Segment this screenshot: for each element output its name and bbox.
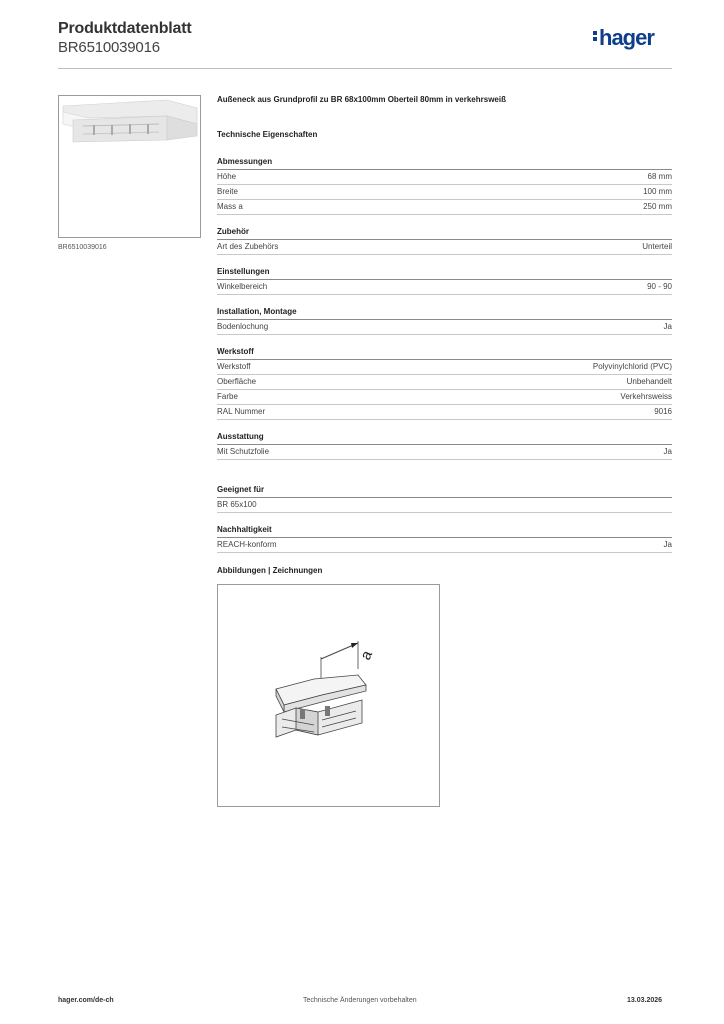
spec-value: 90 - 90 [647, 282, 672, 291]
spec-section [217, 525, 672, 553]
section-title: Einstellungen [217, 267, 270, 276]
spec-value: Ja [663, 322, 672, 331]
spec-row [217, 375, 672, 390]
spec-row [217, 240, 672, 255]
spec-section [217, 227, 672, 255]
spec-row [217, 405, 672, 420]
spec-row [217, 360, 672, 375]
spec-value: Unbehandelt [626, 377, 672, 386]
spec-value: Unterteil [642, 242, 672, 251]
spec-row [217, 320, 672, 335]
thumbnail-caption: BR6510039016 [58, 244, 107, 251]
spec-label: Farbe [217, 392, 238, 401]
spec-label: Oberfläche [217, 377, 257, 386]
section-title: Abmessungen [217, 157, 273, 166]
spec-content [217, 95, 672, 578]
spec-row [217, 390, 672, 405]
section-title: Geeignet für [217, 485, 265, 494]
clip-right [325, 706, 330, 716]
spec-row [217, 170, 672, 185]
drawing-svg [218, 585, 439, 806]
spec-section [217, 432, 672, 460]
section-title: Installation, Montage [217, 307, 297, 316]
spec-row [217, 538, 672, 553]
spec-value: Verkehrsweiss [620, 392, 672, 401]
product-code: BR6510039016 [58, 39, 160, 56]
header-title: Produktdatenblatt [58, 20, 192, 37]
logo-text: hager [599, 25, 654, 50]
spec-label: Winkelbereich [217, 282, 268, 291]
spec-label: Art des Zubehörs [217, 242, 279, 251]
logo-dots-icon [593, 29, 597, 43]
section-title: Abbildungen | Zeichnungen [217, 566, 323, 575]
spec-value: 68 mm [647, 172, 672, 181]
spec-label: Mass a [217, 202, 243, 211]
spec-section [217, 267, 672, 295]
product-photo [59, 96, 200, 237]
spec-value: 9016 [654, 407, 672, 416]
spec-row [217, 185, 672, 200]
spec-section [217, 566, 672, 578]
hager-logo [593, 27, 654, 49]
spec-label: BR 65x100 [217, 500, 257, 509]
section-title: Nachhaltigkeit [217, 525, 272, 534]
arrow-head-icon [351, 643, 358, 648]
header-divider [58, 68, 672, 69]
spec-row [217, 280, 672, 295]
clip-left [300, 709, 305, 719]
spec-row [217, 498, 672, 513]
spec-label: Breite [217, 187, 238, 196]
footer-date: 13.03.2026 [627, 997, 663, 1004]
spec-value: 100 mm [643, 187, 672, 196]
spec-value: Ja [663, 540, 672, 549]
section-title: Ausstattung [217, 432, 264, 441]
section-title: Werkstoff [217, 347, 254, 356]
spec-section [217, 485, 672, 513]
spec-section [217, 157, 672, 215]
section-title: Zubehör [217, 227, 249, 236]
spec-label: Höhe [217, 172, 237, 181]
product-thumbnail [58, 95, 201, 238]
spec-section [217, 307, 672, 335]
technical-drawing [217, 584, 440, 807]
product-description: Außeneck aus Grundprofil zu BR 68x100mm Oberteil 80mm in verkehrsweiß [217, 95, 506, 104]
spec-label: RAL Nummer [217, 407, 266, 416]
spec-row [217, 200, 672, 215]
spec-label: Werkstoff [217, 362, 251, 371]
spec-sections [217, 157, 672, 578]
footer-website[interactable]: hager.com/de-ch [58, 997, 114, 1004]
technical-heading: Technische Eigenschaften [217, 130, 318, 139]
spec-label: Bodenlochung [217, 322, 269, 331]
spec-label: Mit Schutzfolie [217, 447, 270, 456]
spec-section [217, 347, 672, 420]
footer-notice: Technische Änderungen vorbehalten [303, 997, 417, 1004]
spec-label: REACH-konform [217, 540, 277, 549]
spec-value: Ja [663, 447, 672, 456]
spec-value: 250 mm [643, 202, 672, 211]
dimension-label: a [357, 647, 377, 663]
spec-row [217, 445, 672, 460]
spec-value: Polyvinylchlorid (PVC) [592, 362, 672, 371]
